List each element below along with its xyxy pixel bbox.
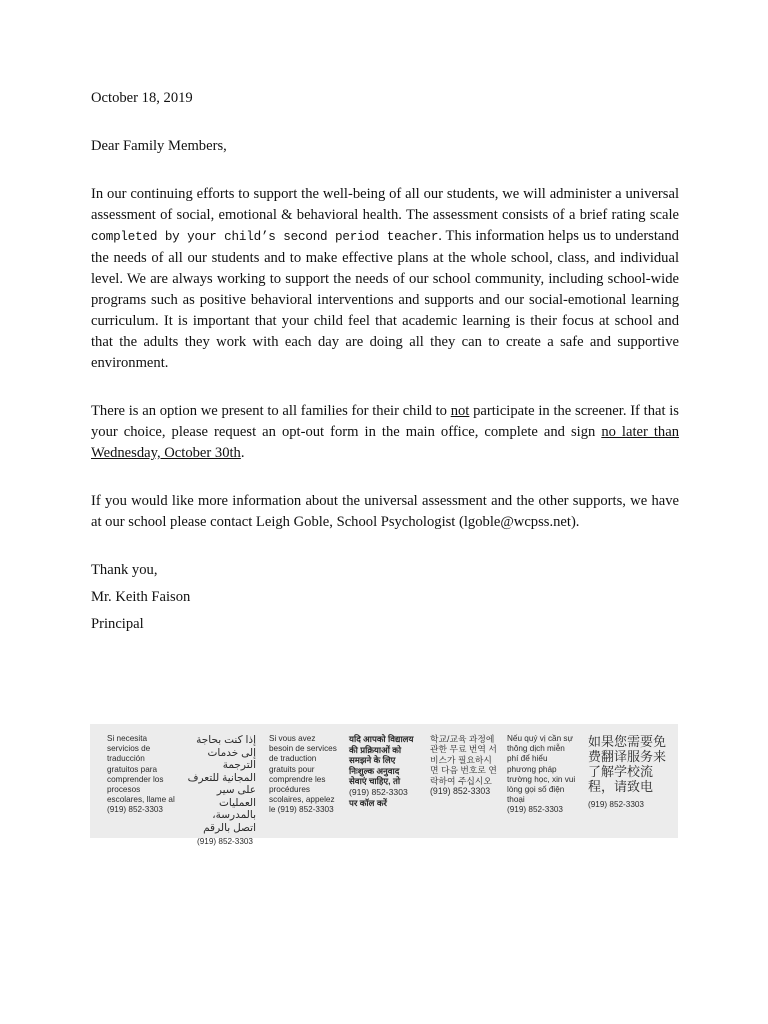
translation-text: Si vous avez besoin de services de traduction gratuits pour comprendre les procédures scolaires, appelez le [269, 734, 337, 815]
paragraph-opt-out-part-3: . [240, 445, 245, 461]
translation-hindi [344, 724, 418, 838]
salutation: Dear Family Members, [91, 138, 227, 154]
phone-number: (919) 852-3303 [507, 805, 563, 815]
paragraph-assessment-teacher-note: completed by your child’s second period teacher [91, 230, 439, 244]
phone-number: (919) 852-3303 [349, 786, 408, 797]
translation-spanish [90, 724, 182, 838]
opt-out-deadline: no later than Wednesday, October 30th [91, 424, 679, 461]
paragraph-assessment-part-1: In our continuing efforts to support the well-being of all our students, we will administer a universal assessment of social, emotional & behavioral health. The assessment consists of a brief rating scale [91, 186, 679, 223]
translation-text-suffix: पर कॉल करें [349, 797, 387, 808]
emphasis-not: not [450, 403, 470, 419]
phone-number: (919) 852-3303 [430, 786, 491, 797]
translation-services-banner [90, 724, 678, 846]
translation-korean [418, 724, 502, 838]
paragraph-assessment [91, 184, 679, 374]
closing-phrase: Thank you, [91, 562, 158, 578]
phone-number: (919) 852-3303 [588, 800, 644, 809]
translation-french [264, 724, 344, 838]
translation-text: यदि आपको विद्यालय की प्रक्रियाओं को समझने के लिए निःशुल्क अनुवाद सेवाएं चाहिए, तो [349, 734, 414, 787]
paragraph-opt-out [91, 401, 679, 464]
paragraph-opt-out-part-1: There is an option we present to all families for their child to [91, 403, 451, 419]
translation-text: 如果您需要免费翻译服务来了解学校流程，请致电 [588, 734, 667, 794]
signer-name: Mr. Keith Faison [91, 589, 191, 605]
translation-text: Si necesita servicios de traducción gratuitos para comprender los procesos escolares, llame al [107, 734, 175, 805]
translation-text: Nếu quý vị cần sự thông dịch miễn phí để hiểu phương pháp trường học, xin vui lòng gọi số điện thoại [507, 734, 576, 805]
phone-number: (919) 852-3303 [277, 805, 334, 815]
paragraph-assessment-part-2: . This information helps us to understand the needs of all our students and to make effective plans at the whole school, class, and individual level. We are always working to support the needs of our school community, including school-wide programs such as positive behavioral interventions and supports and our social-emotional learning curriculum. It is important that your child feel that academic learning is their focus at school and that the adults they work with each day are doing all they can to create a safe and supportive environment. [91, 228, 679, 371]
closing-block [91, 560, 679, 635]
signer-title: Principal [91, 616, 144, 632]
translation-arabic [182, 724, 264, 846]
phone-number: (919) 852-3303 [197, 837, 253, 846]
letter-body [91, 88, 679, 641]
paragraph-opt-out-part-2: participate in the screener. If that is your choice, please request an opt-out form in the main office, complete and sign [91, 403, 679, 440]
translation-chinese [582, 724, 678, 838]
translation-vietnamese [502, 724, 582, 838]
paragraph-contact: If you would like more information about the universal assessment and the other supports, we have at our school please contact Leigh Goble, School Psychologist (lgoble@wcpss.net). [91, 493, 679, 530]
phone-number: (919) 852-3303 [107, 805, 163, 815]
translation-text: 학교/교육 과정에 관한 무료 번역 서비스가 필요하시면 다음 번호로 연락하여 주십시오 [430, 734, 497, 786]
translation-text: إذا كنت بحاجة إلى خدمات الترجمة المجانية للتعرف على سير العمليات بالمدرسة، اتصل بالرقم [187, 734, 256, 834]
letter-date: October 18, 2019 [91, 90, 193, 106]
